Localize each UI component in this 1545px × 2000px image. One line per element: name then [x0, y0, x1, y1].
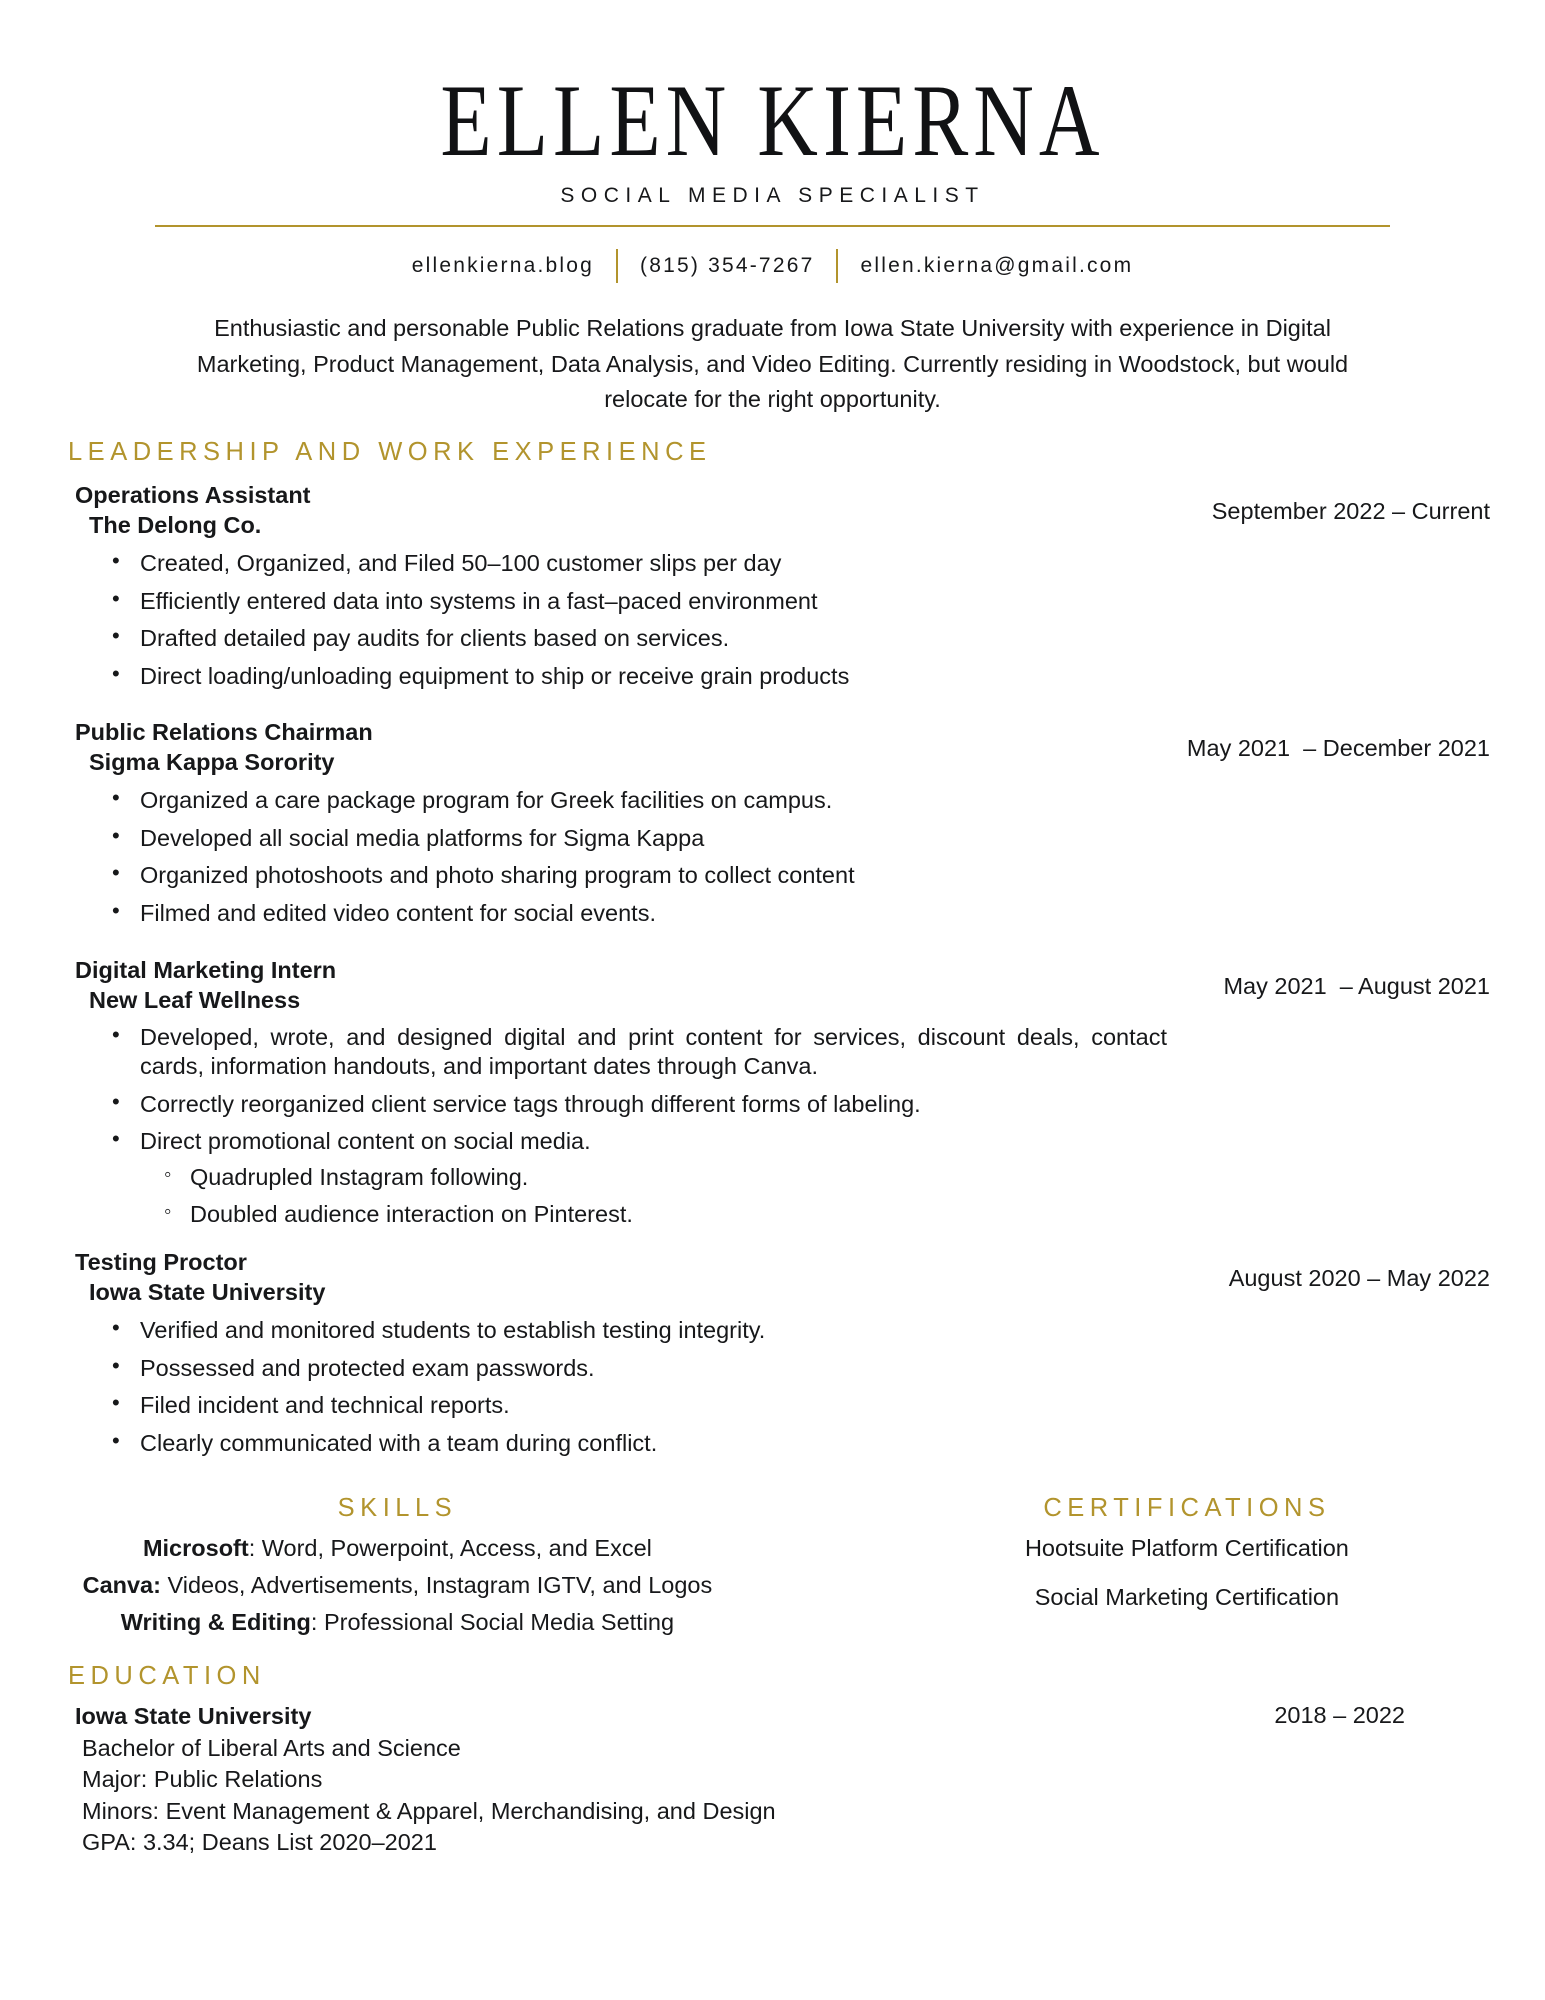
job-bullet-list — [0, 1023, 1545, 1228]
job-bullet: • Possessed and protected exam passwords. — [140, 1354, 1545, 1383]
experience-entry — [0, 481, 1545, 690]
job-title: Testing Proctor — [75, 1249, 247, 1276]
job-bullet — [140, 1127, 1545, 1228]
experience-entry — [0, 956, 1545, 1229]
job-bullet: • Correctly reorganized client service tags through different forms of labeling. — [140, 1090, 1545, 1119]
skill-separator: : — [310, 1609, 324, 1636]
education-entry — [0, 1701, 1545, 1858]
job-bullet: • Organized photoshoots and photo sharing program to collect content — [140, 861, 1545, 890]
job-date: May 2021 – December 2021 — [1186, 735, 1490, 762]
skill-value: Word, Powerpoint, Access, and Excel — [261, 1534, 652, 1561]
header-divider — [155, 225, 1390, 227]
candidate-name: ELLEN KIERNA — [440, 64, 1105, 179]
job-bullet: • Efficiently entered data into systems in a fast–paced environment — [140, 587, 1545, 616]
experience-entry-header — [0, 718, 1545, 778]
contact-separator-2 — [836, 249, 838, 283]
job-bullet-text: Direct promotional content on social media. — [140, 1128, 591, 1155]
experience-entry-header — [0, 481, 1545, 541]
experience-entry — [0, 718, 1545, 927]
skill-label: Writing & Editing — [120, 1609, 311, 1636]
job-bullet: • Developed all social media platforms for Sigma Kappa — [140, 824, 1545, 853]
education-detail: Minors: Event Management & Apparel, Merchandising, and Design — [82, 1797, 776, 1824]
contact-separator-1 — [616, 249, 618, 283]
job-bullet: • Verified and monitored students to establish testing integrity. — [140, 1316, 1545, 1345]
job-date: August 2020 – May 2022 — [1228, 1265, 1490, 1292]
job-bullet: • Created, Organized, and Filed 50–100 customer slips per day — [140, 549, 1545, 578]
candidate-subtitle: SOCIAL MEDIA SPECIALIST — [560, 184, 985, 207]
skill-item — [0, 1533, 795, 1564]
job-organization: Sigma Kappa Sorority — [89, 749, 335, 776]
section-heading-education: EDUCATION — [68, 1662, 266, 1691]
skill-value: Videos, Advertisements, Instagram IGTV, and Logos — [167, 1571, 713, 1598]
skill-label: Microsoft — [142, 1534, 249, 1561]
job-title: Public Relations Chairman — [75, 719, 373, 746]
education-date: 2018 – 2022 — [1274, 1702, 1405, 1729]
job-organization: Iowa State University — [89, 1279, 326, 1306]
job-bullet: • Drafted detailed pay audits for clients based on services. — [140, 624, 1545, 653]
job-bullet: • Filed incident and technical reports. — [140, 1391, 1545, 1420]
certifications-column — [819, 1474, 1545, 1645]
job-sub-bullet-list — [140, 1163, 1545, 1228]
skill-label: Canva: — [82, 1571, 161, 1598]
job-bullet: • Developed, wrote, and designed digital and print content for services, discount deals, contact cards, information handouts, and important dates through Canva. — [140, 1023, 1545, 1080]
job-sub-bullet: ◦ Quadrupled Instagram following. — [190, 1163, 1545, 1192]
education-detail: Bachelor of Liberal Arts and Science — [82, 1734, 461, 1761]
certification-item: Hootsuite Platform Certification — [1024, 1534, 1349, 1561]
experience-entry-header — [0, 1248, 1545, 1308]
skill-separator: : — [248, 1534, 262, 1561]
job-bullet: • Organized a care package program for Greek facilities on campus. — [140, 786, 1545, 815]
job-title: Operations Assistant — [75, 482, 311, 509]
job-bullet-list — [0, 786, 1545, 928]
job-organization: New Leaf Wellness — [89, 986, 301, 1013]
job-organization: The Delong Co. — [89, 512, 262, 538]
contact-email[interactable]: ellen.kierna@gmail.com — [860, 254, 1134, 277]
professional-summary: Enthusiastic and personable Public Relations graduate from Iowa State University with experience in Digital Marketing, Product Management, Data Analysis, and Video Editing. Currently residing in Woodstock, but would relocate for the right opportunity. — [196, 315, 1349, 413]
contact-phone[interactable]: (815) 354-7267 — [640, 254, 815, 277]
job-date: September 2022 – Current — [1211, 498, 1490, 525]
experience-entry — [0, 1248, 1545, 1457]
job-bullet: • Filmed and edited video content for social events. — [140, 899, 1545, 928]
job-bullet-list — [0, 549, 1545, 691]
contact-bar — [0, 249, 1545, 283]
education-school: Iowa State University — [75, 1703, 312, 1730]
skill-item — [0, 1570, 795, 1601]
job-date: May 2021 – August 2021 — [1223, 972, 1490, 999]
section-heading-skills: SKILLS — [337, 1493, 458, 1522]
job-sub-bullet: ◦ Doubled audience interaction on Pinterest. — [190, 1200, 1545, 1229]
certification-item: Social Marketing Certification — [1034, 1583, 1340, 1610]
job-bullet: • Direct loading/unloading equipment to ship or receive grain products — [140, 662, 1545, 691]
skills-certifications-row — [0, 1474, 1545, 1645]
contact-website[interactable]: ellenkierna.blog — [411, 254, 595, 277]
job-title: Digital Marketing Intern — [75, 956, 337, 983]
skill-value: Professional Social Media Setting — [323, 1609, 675, 1636]
education-detail: GPA: 3.34; Deans List 2020–2021 — [82, 1829, 437, 1856]
job-bullet: • Clearly communicated with a team during conflict. — [140, 1429, 1545, 1458]
experience-entry-header — [0, 956, 1545, 1016]
education-detail: Major: Public Relations — [82, 1766, 323, 1793]
section-heading-certifications: CERTIFICATIONS — [1043, 1493, 1331, 1522]
skill-item — [0, 1607, 795, 1638]
section-heading-experience: LEADERSHIP AND WORK EXPERIENCE — [68, 438, 712, 467]
job-bullet-list — [0, 1316, 1545, 1458]
skills-column — [0, 1474, 819, 1645]
